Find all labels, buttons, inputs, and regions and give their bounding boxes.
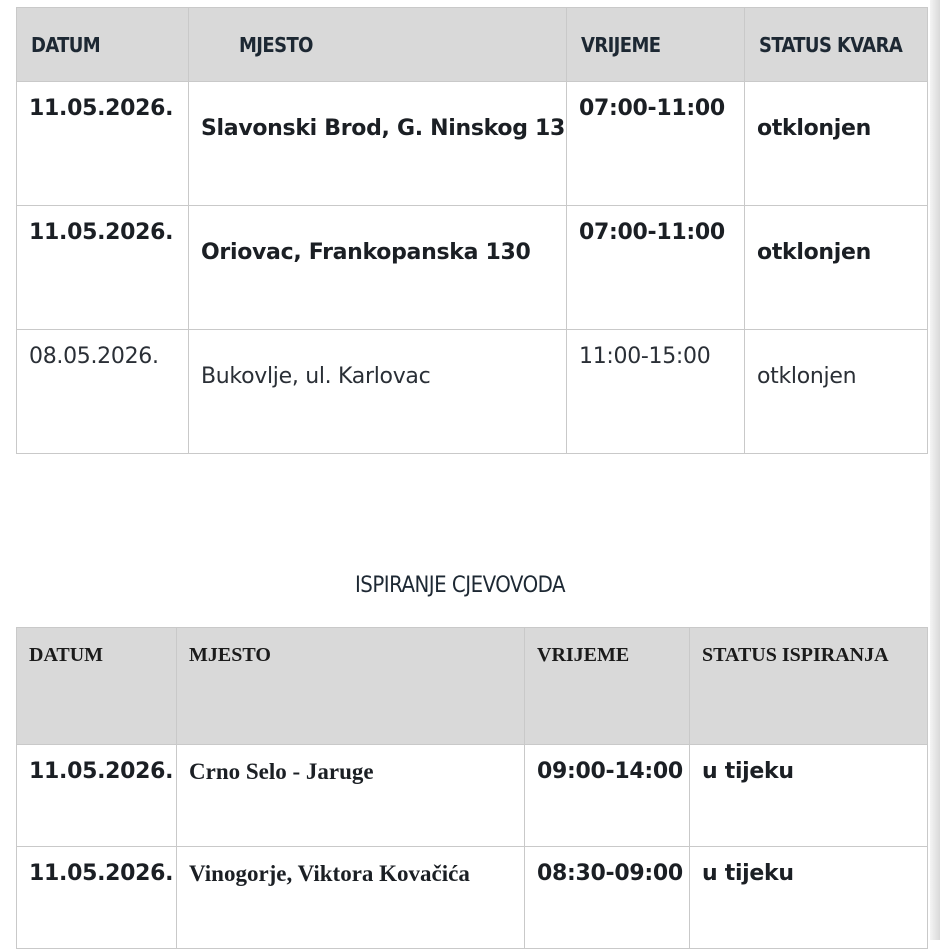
table-row — [17, 847, 928, 949]
header-vrijeme: VRIJEME — [525, 628, 690, 745]
row-datum: 11.05.2026. — [29, 759, 174, 784]
table-row — [17, 82, 928, 206]
table-header-row — [17, 8, 928, 82]
row-vrijeme: 07:00-11:00 — [579, 96, 725, 121]
header-datum: DATUM — [17, 628, 177, 745]
row-datum: 11.05.2026. — [29, 96, 174, 121]
row-mjesto: Oriovac, Frankopanska 130 — [201, 240, 531, 265]
header-mjesto: MJESTO — [189, 8, 567, 82]
table-row — [17, 206, 928, 330]
header-status-kvara: STATUS KVARA — [745, 8, 928, 82]
table-header-row — [17, 628, 928, 745]
header-status-ispiranja: STATUS ISPIRANJA — [690, 628, 928, 745]
row-status: u tijeku — [702, 861, 794, 886]
row-mjesto: Bukovlje, ul. Karlovac — [201, 364, 431, 389]
section-title: ISPIRANJE CJEVOVODA — [354, 573, 566, 598]
row-vrijeme: 11:00-15:00 — [579, 344, 711, 369]
row-vrijeme: 07:00-11:00 — [579, 220, 725, 245]
row-datum: 11.05.2026. — [29, 220, 174, 245]
kvarovi-table — [16, 7, 928, 454]
row-status: otklonjen — [757, 240, 872, 265]
row-mjesto: Vinogorje, Viktora Kovačića — [189, 861, 470, 886]
row-datum: 08.05.2026. — [29, 344, 159, 369]
row-mjesto: Slavonski Brod, G. Ninskog 13 — [201, 116, 566, 141]
row-status: otklonjen — [757, 116, 872, 141]
row-status: otklonjen — [757, 364, 857, 389]
header-datum: DATUM — [17, 8, 189, 82]
row-mjesto: Crno Selo - Jaruge — [189, 759, 374, 784]
header-mjesto: MJESTO — [177, 628, 525, 745]
row-vrijeme: 08:30-09:00 — [537, 861, 683, 886]
row-vrijeme: 09:00-14:00 — [537, 759, 683, 784]
ispiranje-table — [16, 627, 928, 949]
scrollbar-track[interactable] — [930, 0, 940, 940]
row-datum: 11.05.2026. — [29, 861, 174, 886]
row-status: u tijeku — [702, 759, 794, 784]
table-row — [17, 330, 928, 454]
table-row — [17, 745, 928, 847]
header-vrijeme: VRIJEME — [567, 8, 745, 82]
